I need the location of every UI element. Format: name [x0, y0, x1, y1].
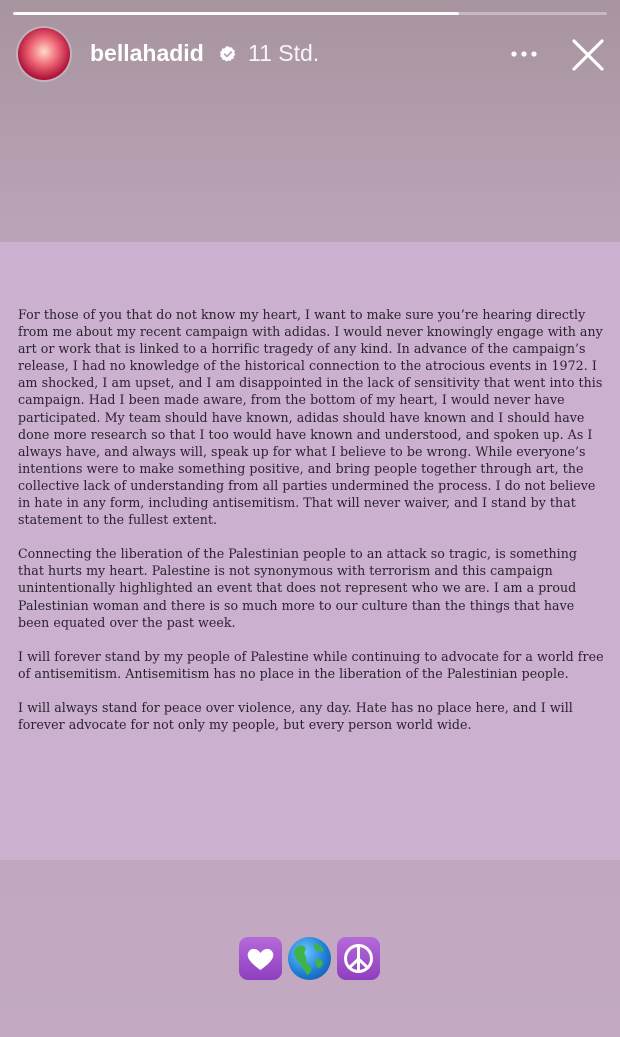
statement-paragraph: For those of you that do not know my heart, I want to make sure you’re hearing directly from me about my recent campaign with adidas. I would never knowingly engage with any art or work that is linked to a horrific tragedy of any kind. In advance of the campaign’s release, I had no knowledge of the historical connection to the atrocious events in 1972. I am shocked, I am upset, and I am disappointed in the lack of sensitivity that went into this campaign. Had I been made aware, from the bottom of my heart, I would never have participated. My team should have known, adidas should have known and I should have done more research so that I too would have known and understood, and spoken up. As I always have, and always will, speak up for what I believe to be wrong. While everyone’s intentions were to make something positive, and bring people together through art, the collective lack of understanding from all parties undermined the process. I do not believe in hate in any form, including antisemitism. That will never waiver, and I stand by that statement to the fullest extent.: [18, 307, 603, 528]
white-heart-emoji: [239, 937, 282, 980]
globe-americas-emoji: [288, 937, 331, 980]
statement-paragraph: I will always stand for peace over violence, any day. Hate has no place here, and I will forever advocate for not only my people, but every person world wide.: [18, 699, 573, 732]
story-progress-fill: [13, 12, 459, 15]
peace-symbol-emoji: [337, 937, 380, 980]
story-header: [0, 26, 620, 84]
peace-icon: [337, 937, 380, 980]
statement-text: [18, 306, 604, 750]
heart-icon: [239, 937, 282, 980]
statement-paragraph: Connecting the liberation of the Palestinian people to an attack so tragic, is something that hurts my heart. Palestine is not synonymous with terrorism and this campaign unintentionally highlighted an event that does not represent who we are. I am a proud Palestinian woman and there is so much more to our culture than the things that have been equated over the past week.: [18, 546, 578, 630]
statement-card: [0, 242, 620, 860]
avatar[interactable]: [18, 28, 70, 80]
statement-paragraph: I will forever stand by my people of Palestine while continuing to advocate for a world free of antisemitism. Antisemitism has no place in the liberation of the Palestinian people.: [18, 648, 604, 681]
username[interactable]: bellahadid: [90, 40, 204, 66]
globe-icon: [288, 937, 331, 980]
emoji-row: [239, 937, 380, 983]
close-icon[interactable]: [569, 36, 607, 74]
story-timestamp: 11 Std.: [248, 40, 320, 66]
ellipsis-icon[interactable]: [508, 40, 540, 68]
verified-badge-icon: [219, 45, 237, 63]
story-progress-bar: [13, 12, 607, 15]
